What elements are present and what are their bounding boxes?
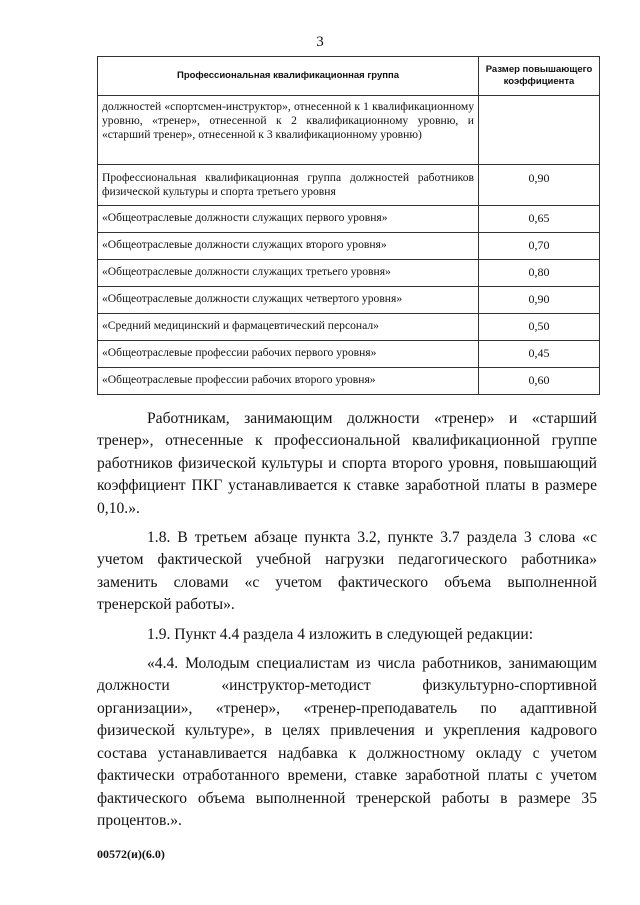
row-group-name: «Общеотраслевые должности служащих четвертого уровня»	[98, 287, 479, 314]
row-coefficient: 0,80	[479, 260, 600, 287]
body-text	[97, 408, 597, 839]
row-group-name: «Общеотраслевые должности служащих первого уровня»	[98, 206, 479, 233]
table-row	[98, 233, 600, 260]
row-coefficient: 0,60	[479, 368, 600, 395]
row-group-name: «Средний медицинский и фармацевтический персонал»	[98, 314, 479, 341]
table-row	[98, 287, 600, 314]
table-row	[98, 206, 600, 233]
row-group-name: «Общеотраслевые должности служащих третьего уровня»	[98, 260, 479, 287]
table-row	[98, 368, 600, 395]
table-row	[98, 96, 600, 165]
row-coefficient: 0,90	[479, 165, 600, 206]
table-row	[98, 314, 600, 341]
paragraph-1-9: 1.9. Пункт 4.4 раздела 4 изложить в следующей редакции:	[147, 625, 534, 643]
table-row	[98, 165, 600, 206]
table-row	[98, 341, 600, 368]
coefficient-table	[97, 56, 600, 395]
paragraph-4-4: «4.4. Молодым специалистам из числа работников, занимающим должности «инструктор-методист физкультурно-спортивной организации», «тренер», «тренер-преподаватель по адаптивной физической культуре», в целях привлечения и укрепления кадрового состава устанавливается надбавка к должностному окладу с учетом фактически отработанного времени, ставке заработной платы с учетом фактического объема выполненной тренерской работы в размере 35 процентов.».	[97, 655, 597, 829]
row-group-name: «Общеотраслевые профессии рабочих второго уровня»	[98, 368, 479, 395]
page-number: 3	[316, 34, 324, 50]
row-group-name: Профессиональная квалификационная группа должностей работников физической культуры и спорта третьего уровня	[98, 165, 479, 206]
row-coefficient: 0,70	[479, 233, 600, 260]
table-row	[98, 260, 600, 287]
row-coefficient	[479, 96, 600, 165]
header-group: Профессиональная квалификационная группа	[98, 57, 479, 96]
header-coefficient: Размер повышающего коэффициента	[479, 57, 600, 96]
table-header-row	[98, 57, 600, 96]
paragraph-trainer-coefficient: Работникам, занимающим должности «тренер» и «старший тренер», отнесенные к профессиональной квалификационной группе работников физической культуры и спорта второго уровня, повышающий коэффициент ПКГ устанавливается к ставке заработной платы в размере 0,10.».	[97, 410, 597, 517]
row-coefficient: 0,50	[479, 314, 600, 341]
row-group-name: «Общеотраслевые профессии рабочих первого уровня»	[98, 341, 479, 368]
paragraph-1-8: 1.8. В третьем абзаце пункта 3.2, пункте 3.7 раздела 3 слова «с учетом фактической учебной нагрузки педагогического работника» заменить словами «с учетом фактического объема выполненной тренерской работы».	[97, 529, 597, 614]
row-coefficient: 0,90	[479, 287, 600, 314]
row-coefficient: 0,45	[479, 341, 600, 368]
row-coefficient: 0,65	[479, 206, 600, 233]
row-group-name: «Общеотраслевые должности служащих второго уровня»	[98, 233, 479, 260]
document-code: 00572(и)(6.0)	[97, 847, 165, 861]
row-group-name: должностей «спортсмен-инструктор», отнесенной к 1 квалификационному уровню, «тренер», отнесенной к 2 квалификационному уровню, и «старший тренер», отнесенной к 3 квалификационному уровню)	[98, 96, 479, 165]
